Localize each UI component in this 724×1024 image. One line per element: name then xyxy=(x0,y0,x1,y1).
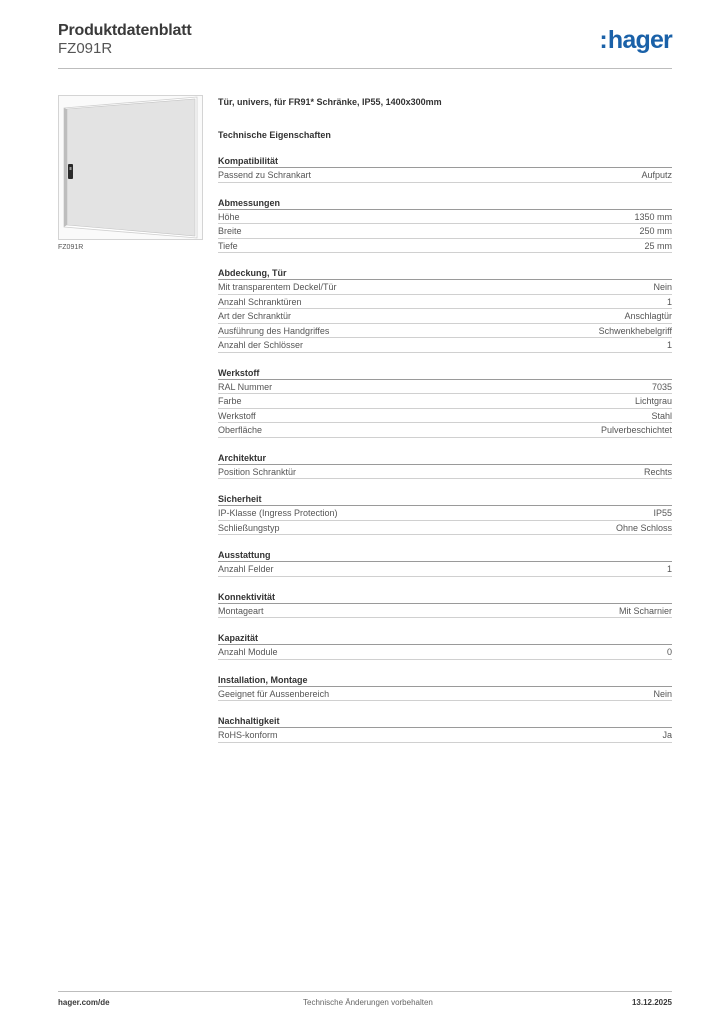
product-details xyxy=(218,96,672,743)
header-divider xyxy=(58,68,672,69)
property-row xyxy=(218,521,672,536)
product-description: Tür, univers, für FR91* Schränke, IP55, 1400x300mm xyxy=(218,97,442,107)
property-label: Mit transparentem Deckel/Tür xyxy=(218,282,337,292)
door-handle-icon xyxy=(68,164,73,179)
property-label: IP-Klasse (Ingress Protection) xyxy=(218,508,338,518)
property-label: Art der Schranktür xyxy=(218,311,292,321)
property-row xyxy=(218,645,672,660)
property-row xyxy=(218,423,672,438)
property-section xyxy=(218,367,672,438)
property-value: Schwenkhebelgriff xyxy=(598,325,672,336)
property-section xyxy=(218,452,672,480)
property-value: 25 mm xyxy=(644,240,672,251)
property-label: Oberfläche xyxy=(218,425,263,435)
property-value: 1 xyxy=(666,564,672,574)
property-sections xyxy=(218,155,672,743)
property-value: IP55 xyxy=(653,508,672,518)
property-value: Anschlagtür xyxy=(624,311,672,321)
property-row xyxy=(218,687,672,702)
section-title: Installation, Montage xyxy=(218,674,672,687)
property-value: 7035 xyxy=(651,381,672,392)
property-label: RoHS-konform xyxy=(218,730,278,740)
property-row xyxy=(218,280,672,295)
property-row xyxy=(218,324,672,339)
property-section xyxy=(218,493,672,535)
property-row xyxy=(218,224,672,239)
section-title: Kompatibilität xyxy=(218,155,672,168)
property-label: Schließungstyp xyxy=(218,522,280,533)
footer-date: 13.12.2025 xyxy=(631,998,672,1007)
hager-logo xyxy=(599,28,672,53)
property-value: Stahl xyxy=(651,410,672,421)
product-code: FZ091R xyxy=(58,40,113,57)
logo-prefix: : xyxy=(599,26,607,54)
section-title: Ausstattung xyxy=(218,549,672,562)
section-title: Nachhaltigkeit xyxy=(218,715,672,728)
property-label: Anzahl der Schlösser xyxy=(218,340,304,350)
property-label: Höhe xyxy=(218,211,240,222)
section-title: Sicherheit xyxy=(218,493,672,506)
property-value: 1350 mm xyxy=(634,211,672,222)
property-value: Ja xyxy=(662,730,672,740)
property-label: Farbe xyxy=(218,396,242,406)
property-section xyxy=(218,632,672,660)
property-row xyxy=(218,506,672,521)
property-section xyxy=(218,715,672,743)
property-row xyxy=(218,239,672,254)
technical-properties-heading: Technische Eigenschaften xyxy=(218,130,331,140)
property-row xyxy=(218,728,672,743)
page-header xyxy=(58,22,672,70)
property-value: Ohne Schloss xyxy=(615,522,672,533)
section-title: Abdeckung, Tür xyxy=(218,267,672,280)
section-title: Konnektivität xyxy=(218,591,672,604)
property-label: RAL Nummer xyxy=(218,381,273,392)
property-row xyxy=(218,168,672,183)
property-value: 1 xyxy=(666,340,672,350)
property-value: Mit Scharnier xyxy=(618,605,672,616)
property-label: Passend zu Schrankart xyxy=(218,170,312,180)
property-row xyxy=(218,465,672,480)
property-label: Tiefe xyxy=(218,240,238,251)
property-row xyxy=(218,409,672,424)
property-label: Position Schranktür xyxy=(218,466,297,477)
property-label: Anzahl Module xyxy=(218,647,278,657)
document-title: Produktdatenblatt xyxy=(58,22,192,39)
property-value: Rechts xyxy=(643,466,672,477)
section-title: Werkstoff xyxy=(218,367,672,380)
property-row xyxy=(218,394,672,409)
logo-text: hager xyxy=(607,26,672,54)
property-label: Werkstoff xyxy=(218,410,256,421)
property-label: Anzahl Schranktüren xyxy=(218,296,302,307)
product-image xyxy=(58,95,203,240)
property-label: Anzahl Felder xyxy=(218,564,274,574)
property-section xyxy=(218,591,672,619)
footer-website: hager.com/de xyxy=(58,998,110,1007)
property-section xyxy=(218,549,672,577)
cabinet-door-illustration xyxy=(59,96,202,239)
image-caption: FZ091R xyxy=(58,244,84,251)
section-title: Kapazität xyxy=(218,632,672,645)
property-value: 250 mm xyxy=(639,226,672,236)
property-row xyxy=(218,338,672,353)
property-row xyxy=(218,295,672,310)
section-title: Architektur xyxy=(218,452,672,465)
property-section xyxy=(218,674,672,702)
section-title: Abmessungen xyxy=(218,197,672,210)
property-value: 0 xyxy=(666,647,672,657)
property-section xyxy=(218,155,672,183)
property-section xyxy=(218,267,672,353)
property-value: Nein xyxy=(653,282,672,292)
property-value: Pulverbeschichtet xyxy=(600,425,672,435)
property-section xyxy=(218,197,672,254)
property-label: Geeignet für Aussenbereich xyxy=(218,688,330,699)
footer-divider xyxy=(58,991,672,992)
property-row xyxy=(218,604,672,619)
property-row xyxy=(218,210,672,225)
property-value: 1 xyxy=(666,296,672,307)
property-value: Aufputz xyxy=(641,170,672,180)
property-row xyxy=(218,309,672,324)
property-row xyxy=(218,380,672,395)
property-row xyxy=(218,562,672,577)
property-label: Breite xyxy=(218,226,242,236)
property-label: Ausführung des Handgriffes xyxy=(218,325,330,336)
property-label: Montageart xyxy=(218,605,264,616)
footer-notice: Technische Änderungen vorbehalten xyxy=(303,998,433,1007)
property-value: Lichtgrau xyxy=(634,396,672,406)
property-value: Nein xyxy=(653,688,672,699)
